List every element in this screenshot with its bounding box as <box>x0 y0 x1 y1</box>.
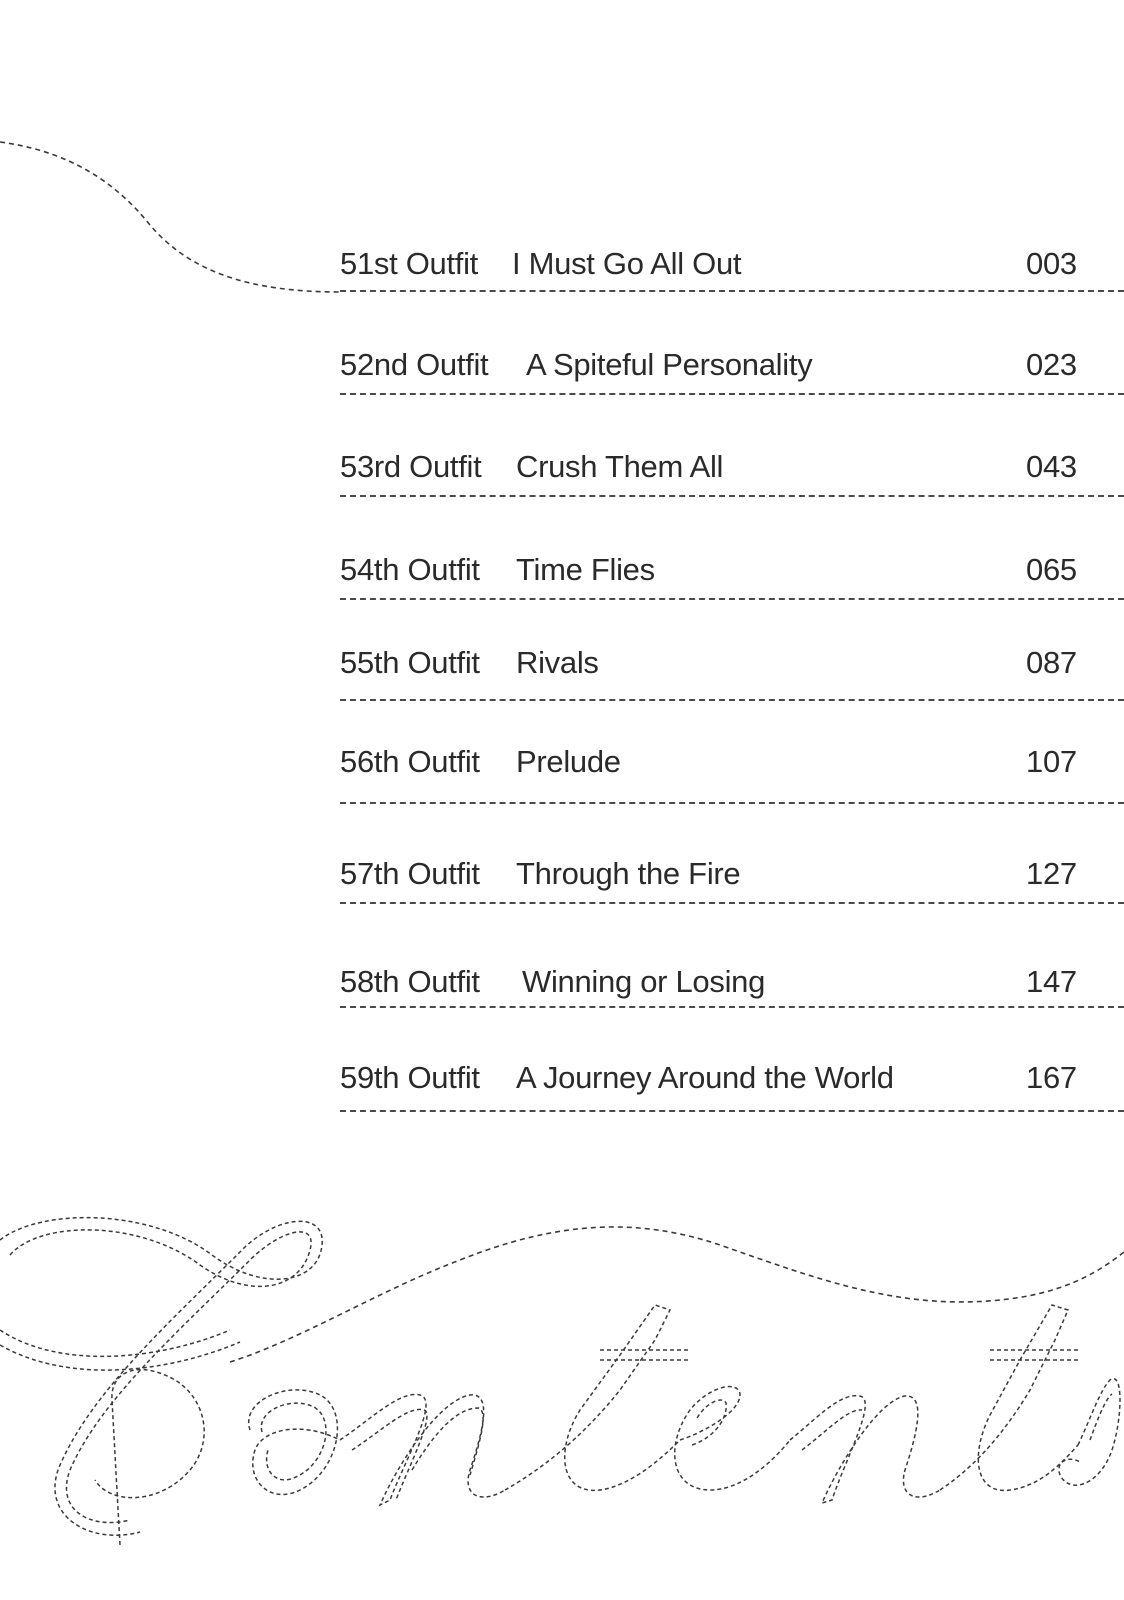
toc-chapter-label: 57th Outfit <box>340 856 480 891</box>
toc-chapter-label: 55th Outfit <box>340 645 480 680</box>
toc-chapter-label: 56th Outfit <box>340 744 480 779</box>
toc-chapter-label: 53rd Outfit <box>340 449 482 484</box>
toc-entry-57[interactable] <box>340 854 1124 894</box>
toc-entry-54[interactable] <box>340 550 1124 590</box>
toc-page-number: 127 <box>1026 856 1077 891</box>
toc-page-number: 147 <box>1026 964 1077 999</box>
toc-page-number: 043 <box>1026 449 1077 484</box>
dashed-rule <box>340 1006 1124 1008</box>
contents-script-lettering <box>0 1218 1120 1545</box>
toc-entry-51[interactable] <box>340 244 1124 284</box>
toc-entry-58[interactable] <box>340 962 1124 1002</box>
toc-chapter-title: Time Flies <box>516 552 655 587</box>
toc-page-number: 087 <box>1026 645 1077 680</box>
toc-entry-59[interactable] <box>340 1058 1124 1098</box>
toc-chapter-title: Winning or Losing <box>522 964 766 999</box>
dashed-rule <box>340 1110 1124 1112</box>
toc-chapter-label: 52nd Outfit <box>340 347 489 382</box>
dashed-rule-first <box>340 290 1124 292</box>
stitched-thread-top <box>0 142 340 292</box>
dashed-rule <box>340 495 1124 497</box>
toc-page-number: 023 <box>1026 347 1077 382</box>
toc-page-number: 167 <box>1026 1060 1077 1095</box>
toc-chapter-label: 51st Outfit <box>340 246 478 281</box>
toc-entry-56[interactable] <box>340 742 1124 782</box>
dashed-rule <box>340 699 1124 701</box>
dashed-rule <box>340 802 1124 804</box>
toc-chapter-title: Crush Them All <box>516 449 724 484</box>
stitched-thread-bottom <box>230 1227 1124 1362</box>
toc-entry-52[interactable] <box>340 345 1124 385</box>
toc-chapter-title: Rivals <box>516 645 599 680</box>
toc-chapter-title: A Journey Around the World <box>516 1060 894 1095</box>
toc-chapter-label: 59th Outfit <box>340 1060 480 1095</box>
dashed-rule <box>340 393 1124 395</box>
toc-chapter-title: Prelude <box>516 744 621 779</box>
toc-entry-53[interactable] <box>340 447 1124 487</box>
toc-chapter-title: I Must Go All Out <box>512 246 742 281</box>
toc-page-number: 107 <box>1026 744 1077 779</box>
toc-page-number: 003 <box>1026 246 1077 281</box>
dashed-rule <box>340 902 1124 904</box>
toc-entry-55[interactable] <box>340 643 1124 683</box>
toc-chapter-title: A Spiteful Personality <box>526 347 813 382</box>
toc-chapter-label: 58th Outfit <box>340 964 480 999</box>
dashed-rule <box>340 598 1124 600</box>
toc-chapter-label: 54th Outfit <box>340 552 480 587</box>
toc-chapter-title: Through the Fire <box>516 856 741 891</box>
toc-page-number: 065 <box>1026 552 1077 587</box>
